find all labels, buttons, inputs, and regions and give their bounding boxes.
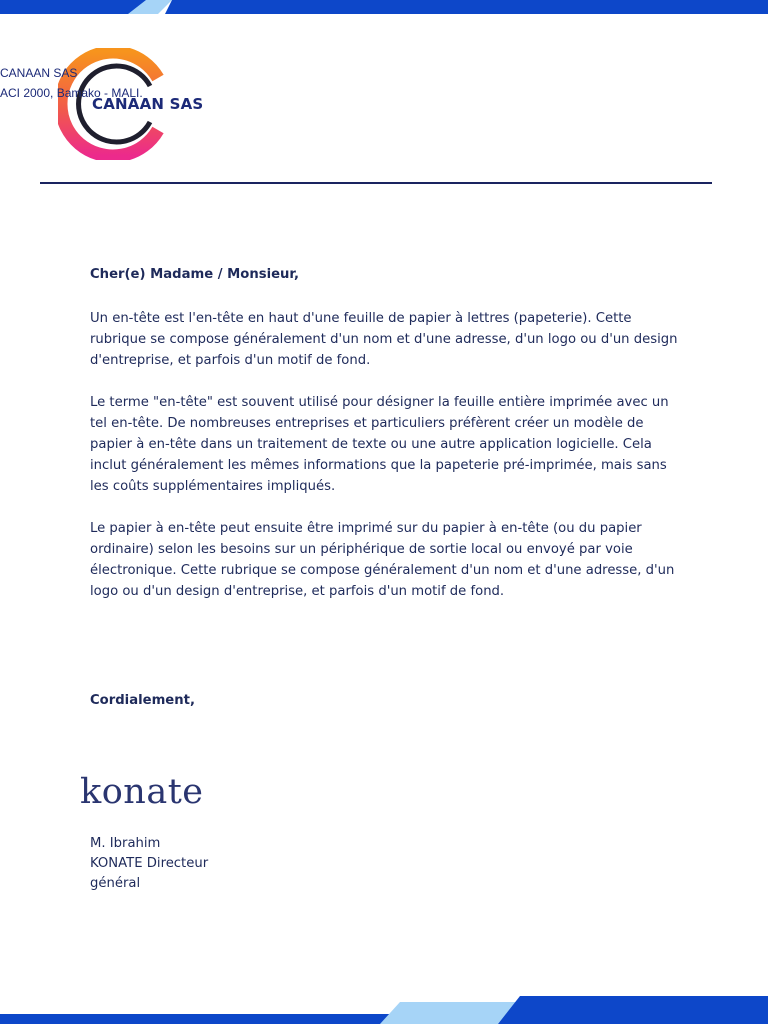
paragraph-2: Le terme "en-tête" est souvent utilisé pour désigner la feuille entière imprimée avec un tel en-tête. De nombreuses entreprises et particuliers préfèrent créer un modèle de papier à en-tête dans un traitement de texte ou une autre application logicielle. Cela inclut généralement les mêmes informations que la papeterie pré-imprimée, mais sans les coûts supplémentaires impliqués. (90, 395, 669, 494)
signature: konate (80, 772, 204, 812)
company-address: ACI 2000, Bamako - MALI. (0, 86, 143, 100)
logo-wordmark: CANAAN SAS (92, 95, 204, 113)
paragraph-3: Le papier à en-tête peut ensuite être imprimé sur du papier à en-tête (ou du papier ordinaire) selon les besoins sur un périphérique de sortie local ou envoyé par voie électronique. Cette rubrique se compose généralement d'un nom et d'une adresse, d'un logo ou d'un design d'entreprise, et parfois d'un motif de fond. (90, 521, 675, 599)
footer-band (0, 990, 768, 1024)
salutation: Cher(e) Madame / Monsieur, (90, 267, 299, 282)
signer-line: KONATE Directeur (90, 856, 209, 871)
signer-line: M. Ibrahim (90, 836, 161, 851)
paragraph-1: Un en-tête est l'en-tête en haut d'une feuille de papier à lettres (papeterie). Cette rubrique se compose généralement d'un nom et d'une adresse, d'un logo ou d'un design d'entreprise, et parfois d'un motif de fond. (90, 311, 678, 368)
letter-body (90, 264, 682, 623)
signer-block (90, 834, 208, 894)
closing: Cordialement, (90, 693, 195, 708)
header-divider (40, 182, 712, 184)
company-name: CANAAN SAS (0, 66, 78, 80)
signer-line: général (90, 876, 141, 891)
header-band (0, 0, 768, 14)
